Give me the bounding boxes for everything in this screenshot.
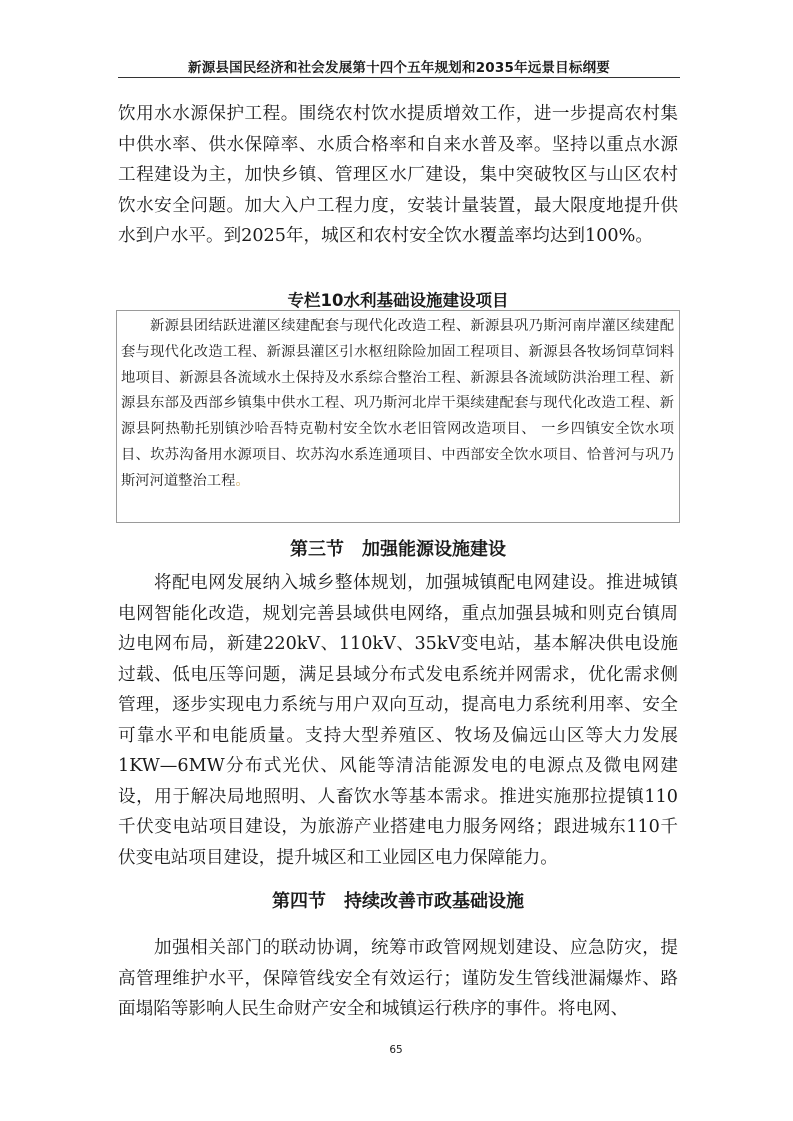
paragraph-power-grid: 将配电网发展纳入城乡整体规划，加强城镇配电网建设。推进城镇电网智能化改造，规划完善县域供电网络，重点加强县城和则克台镇周边电网布局，新建220kV、110kV、35kV变电站，基本解决供电设施过载、低电压等问题，满足县域分布式发电系统并网需求，优化需求侧管理，逐步实现电力系统与用户双向互动，提高电力系统利用率、安全可靠水平和电能质量。支持大型养殖区、牧场及偏远山区等大力发展1KW—6MW分布式光伏、风能等清洁能源发电的电源点及微电网建设，用于解决局地照明、人畜饮水等基本需求。推进实施那拉提镇110千伏变电站项目建设，为旅游产业搭建电力服务网络；跟进城东110千伏变电站项目建设，提升城区和工业园区电力保障能力。 bbox=[118, 573, 678, 868]
running-header: 新源县国民经济和社会发展第十四个五年规划和2035年远景目标纲要 bbox=[188, 60, 610, 76]
box-title: 专栏10水利基础设施建设项目 bbox=[287, 291, 509, 310]
box-end-mark: 。 bbox=[235, 472, 250, 489]
section-title-energy: 第三节 加强能源设施建设 bbox=[290, 539, 506, 560]
section-title-municipal: 第四节 持续改善市政基础设施 bbox=[272, 891, 524, 912]
header-divider bbox=[118, 77, 680, 78]
paragraph-water-source: 饮用水水源保护工程。围绕农村饮水提质增效工作，进一步提高农村集中供水率、供水保障率、水质合格率和自来水普及率。坚持以重点水源工程建设为主，加快乡镇、管理区水厂建设，集中突破牧区与山区农村饮水安全问题。加大入户工程力度，安装计量装置，最大限度地提升供水到户水平。到2025年，城区和农村安全饮水覆盖率均达到100%。 bbox=[118, 104, 678, 246]
box-content bbox=[121, 314, 674, 495]
paragraph-municipal: 加强相关部门的联动协调，统筹市政管网规划建设、应急防灾，提高管理维护水平，保障管线安全有效运行；谨防发生管线泄漏爆炸、路面塌陷等影响人民生命财产安全和城镇运行秩序的事件。将电网、 bbox=[118, 938, 678, 1019]
box-text: 新源县团结跃进灌区续建配套与现代化改造工程、新源县巩乃斯河南岸灌区续建配套与现代化改造工程、新源县灌区引水枢纽除险加固工程项目、新源县各牧场饲草饲料地项目、新源县各流域水土保持及水系综合整治工程、新源县各流域防洪治理工程、新源县东部及西部乡镇集中供水工程、巩乃斯河北岸干渠续建配套与现代化改造工程、新源县阿热勒托别镇沙哈吾特克勒村安全饮水老旧管网改造项目、 一乡四镇安全饮水项目、坎苏沟备用水源项目、坎苏沟水系连通项目、中西部安全饮水项目、恰普河与巩乃斯河河道整治工程 bbox=[121, 318, 674, 489]
page-number: 65 bbox=[389, 1044, 403, 1056]
